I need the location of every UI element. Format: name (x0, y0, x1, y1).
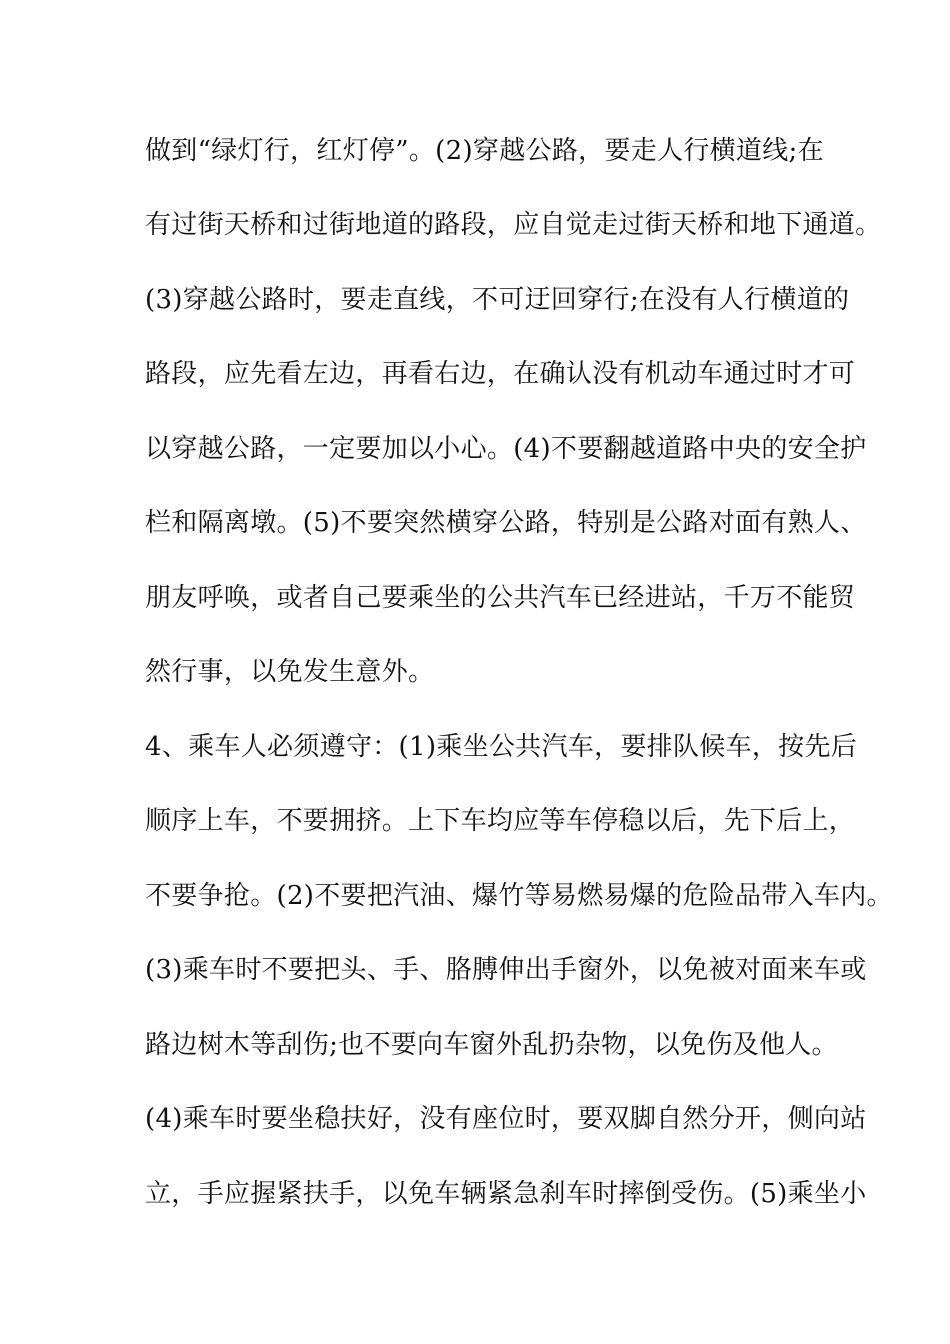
text-line-13: 路边树木等刮伤;也不要向车窗外乱扔杂物，以免伤及他人。 (145, 1030, 838, 1060)
text-line-8: 然行事，以免发生意外。 (145, 657, 435, 687)
text-line-15: 立，手应握紧扶手，以免车辆紧急刹车时摔倒受伤。(5)乘坐小 (145, 1179, 867, 1209)
text-line-3: (3)穿越公路时，要走直线，不可迂回穿行;在没有人行横道的 (145, 285, 850, 315)
text-line-11: 不要争抢。(2)不要把汽油、爆竹等易燃易爆的危险品带入车内。 (145, 881, 893, 911)
text-line-12: (3)乘车时不要把头、手、胳膊伸出手窗外，以免被对面来车或 (145, 955, 867, 985)
text-line-7: 朋友呼唤，或者自己要乘坐的公共汽车已经进站，千万不能贸 (145, 583, 856, 613)
text-line-14: (4)乘车时要坐稳扶好，没有座位时，要双脚自然分开，侧向站 (145, 1104, 867, 1134)
text-line-1: 做到“绿灯行，红灯停”。(2)穿越公路，要走人行横道线;在 (145, 136, 824, 166)
text-line-4: 路段，应先看左边，再看右边，在确认没有机动车通过时才可 (145, 359, 856, 389)
text-line-2: 有过街天桥和过街地道的路段，应自觉走过街天桥和地下通道。 (145, 210, 882, 240)
text-line-6: 栏和隔离墩。(5)不要突然横穿公路，特别是公路对面有熟人、 (145, 508, 867, 538)
text-line-9: 4、乘车人必须遵守：(1)乘坐公共汽车，要排队候车，按先后 (145, 732, 858, 762)
text-line-10: 顺序上车，不要拥挤。上下车均应等车停稳以后，先下后上， (145, 806, 856, 836)
text-line-5: 以穿越公路，一定要加以小心。(4)不要翻越道路中央的安全护 (145, 434, 867, 464)
